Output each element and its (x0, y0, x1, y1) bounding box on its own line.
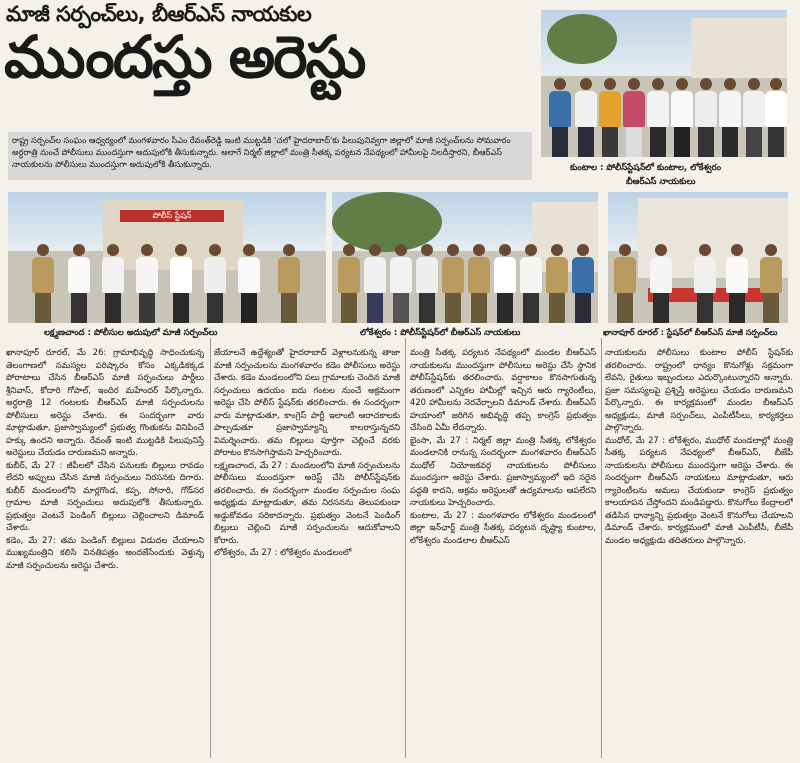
article-column-4 (605, 346, 793, 760)
article-paragraph: లోకేశ్వరం, మే 27 : లోకేశ్వరం మండలంలో (214, 547, 352, 557)
photo-lakshmanchanda (8, 192, 326, 323)
person-figure (572, 244, 594, 323)
photo-kuntala (541, 10, 787, 157)
person-figure (390, 244, 412, 323)
person-figure (614, 244, 636, 323)
headline: ముందస్తు అరెస్టు (4, 23, 365, 91)
tree (332, 192, 442, 252)
article-paragraph: ముధోల్, మే 27 : లోకేశ్వరం, ముధోల్ మండలాల్లో మంత్రి సీతక్క పర్యటన నేపథ్యంలో బీఆర్‌ఎస్, బీజేపీ నాయకులను పోలీసులు ముందస్తుగా అరెస్టు చేశారు. ఈ సందర్భంగా బీఆర్‌ఎస్ నాయకులు మాట్లాడుతూ, ఆరు గ్యారెంటీలను అమలు చేయకుండా కాంగ్రెస్ ప్రభుత్వం కాలయాపన చేస్తోందని మండిపడ్డారు. కొనుగోలు కేంద్రాలలో తడిసిన ధాన్యాన్ని ప్రభుత్వం వెంటనే కొనుగోలు చేయాలని డిమాండ్ చేశారు. కార్యక్రమంలో మాజీ ఎంపీటీసీ, బీజేపీ మండల అధ్యక్షుడు తదితరులు పాల్గొన్నారు. (605, 434, 793, 545)
article-paragraph: కుబీర్, మే 27 : జీపీలలో చేసిన పనులకు బిల్లులు రావడం లేదని అప్పులు చేసిన మాజీ సర్పంచులు నిరసనకు దిగారు. కుబీర్ మండలంలోని మార్లగొండ, కప్ప, సోనారి, గోడ్‌సర గ్రామాల మాజీ సర్పంచులు అదుపులోకి తీసుకున్నారు. ప్రభుత్వం వెంటనే పెండింగ్ బిల్లులు చెల్లించాలని డిమాండ్ చేశారు. (6, 459, 204, 532)
article-column-2 (214, 346, 400, 760)
person-figure (623, 78, 645, 157)
person-figure (338, 244, 360, 323)
person-figure (765, 78, 787, 157)
person-figure (442, 244, 464, 323)
person-figure (520, 244, 542, 323)
person-figure (726, 244, 748, 323)
person-figure (468, 244, 490, 323)
person-figure (671, 78, 693, 157)
person-figure (549, 78, 571, 157)
column-divider (601, 338, 602, 758)
tree (547, 14, 617, 64)
column-divider (405, 338, 406, 758)
photo-caption: బీఆర్‌ఎస్ నాయకులు (626, 177, 696, 187)
article-paragraph: భైంసా, మే 27 : నిర్మల్ జిల్లా మంత్రి సీతక్క లోకేశ్వరం మండలానికి రానున్న సందర్భంగా మంగళవారం బీఆర్‌ఎస్ ముధోల్ నియోజకవర్గ నాయకులను పోలీసులు ముందస్తుగా అరెస్టు చేశారు. ప్రజాస్వామ్యంలో ఇది సరైన పద్ధతి కాదని, అక్రమ అరెస్టులతో ఉద్యమాలను ఆపలేరని నాయకులు హెచ్చరించారు. (410, 434, 596, 507)
photo-caption: కుంటాల : పోలీస్‌స్టేషన్‌లో కుంటాల, లోకేశ్వరం (570, 163, 722, 173)
person-figure (743, 78, 765, 157)
photo-caption: లక్ష్మణచాంద : పోలీసుల అదుపులో మాజీ సర్పంచ్‌లు (44, 328, 218, 338)
person-figure (204, 244, 226, 323)
column-divider (210, 338, 211, 758)
person-figure (170, 244, 192, 323)
photo-khanapur (608, 192, 788, 323)
person-figure (695, 78, 717, 157)
person-figure (546, 244, 568, 323)
person-figure (278, 244, 300, 323)
person-figure (719, 78, 741, 157)
person-figure (575, 78, 597, 157)
person-figure (694, 244, 716, 323)
person-figure (760, 244, 782, 323)
person-figure (364, 244, 386, 323)
article-paragraph: లక్ష్మణచాంద, మే 27 : మండలంలోని మాజీ సర్పంచులను పోలీసులు ముందస్తుగా అరెస్ట్ చేసి పోలీస్‌స్టేషన్‌కు తరలించారు. ఈ సందర్భంగా మండల సర్పంచుల సంఘ అధ్యక్షుడు మాట్లాడుతూ, తమ నిరసనను తెలుపకుండా అడ్డుకోవడం సరికాదన్నారు. ప్రభుత్వం వెంటనే పెండింగ్ బిల్లులు చెల్లించి మాజీ సర్పంచులను ఆదుకోవాలని కోరారు. (214, 459, 400, 545)
person-figure (416, 244, 438, 323)
article-paragraph: కడెం, మే 27: తమ పెండింగ్ బిల్లులు విడుదల చేయాలని ముఖ్యమంత్రిని కలిసి వినతిపత్రం అందజేసేందుకు వెళ్తున్న మాజీ సర్పంచులను అరెస్టు చేశారు. (6, 534, 204, 570)
article-column-3 (410, 346, 596, 760)
article-paragraph: జేయాలనే ఉద్దేశ్యంతో హైదరాబాద్ వెళ్లాలనుకున్న తాజా మాజీ సర్పంచులను మంగళవారం కడెం పోలీసులు అరెస్టు చేశారు. కడెం మండలంలోని పలు గ్రామాలకు చెందిన మాజీ సర్పంచులు ఉదయం ఐదు గంటల నుంచే అక్రమంగా అరెస్టు చేసి పోలీస్ స్టేషన్‌కు తరలించారు. ఈ సందర్భంగా వారు మాట్లాడుతూ, కాంగ్రెస్ పార్టీ ఇలాంటి ఆరాచకాలకు పాల్పడుతూ ప్రజాస్వామ్యాన్ని కాలరాస్తున్నదని విమర్శించారు. తమ బిల్లులు పూర్తిగా చెల్లించే వరకు పోరాటం కొనసాగిస్తామని హెచ్చరించారు. (214, 347, 400, 457)
article-paragraph: మంత్రి సీతక్క పర్యటన నేపథ్యంలో మండల బీఆర్‌ఎస్ నాయకులను ముందస్తుగా పోలీసులు అరెస్టు చేసి స్థానిక పోలీస్‌స్టేషన్‌కు తరలించారు. వర్షాకాలం కొనసాగుతున్న తరుణంలో ఎన్నికల హామీల్లో ఇచ్చిన ఆరు గ్యారెంటీలు, 420 హామీలను నెరవేర్చాలని డిమాండ్ చేశారు. బీఆర్‌ఎస్ హయాంలో జరిగిన అభివృద్ధి తప్ప కాంగ్రెస్ ప్రభుత్వం చేసింది ఏమీ లేదన్నారు. (410, 347, 596, 432)
person-figure (599, 78, 621, 157)
lead-paragraph: రాష్ట్ర సర్పంచ్‌ల సంఘం ఆధ్వర్యంలో మంగళవారం సీఎం రేవంత్‌రెడ్డి ఇంటి ముట్టడికి 'చలో హైదరాబాద్‌'కు పిలుపునివ్వగా జిల్లాలో మాజీ సర్పంచ్‌లను సోమవారం అర్ధరాత్రి నుంచే పోలీసులు ముందస్తుగా అదుపులోకి తీసుకున్నారు. అలాగే నిర్మల్ జిల్లాలో మంత్రి సీతక్క పర్యటన నేపథ్యంలో హామీలపై నిలదీస్తారని, బీఆర్‌ఎస్ నాయకులను పోలీసులు ముందస్తుగా అదుపులోకి తీసుకున్నారు. (8, 132, 532, 180)
person-figure (494, 244, 516, 323)
building-wall (691, 18, 787, 78)
person-figure (238, 244, 260, 323)
article-column-1 (6, 346, 204, 760)
person-figure (136, 244, 158, 323)
photo-caption: లోకేశ్వరం : పోలీస్‌స్టేషన్‌లో బీఆర్‌ఎస్ నాయకులు (360, 328, 521, 338)
person-figure (68, 244, 90, 323)
kicker: మాజీ సర్పంచ్‌లు, బీఆర్‌ఎస్ నాయకుల (6, 2, 312, 26)
photo-caption: ఖానాపూర్ రూరల్ : స్టేషన్‌లో బీఆర్‌ఎస్ మాజీ సర్పంచ్‌లు (603, 328, 778, 337)
person-figure (102, 244, 124, 323)
police-station-sign: పోలీస్ స్టేషన్ (120, 210, 224, 222)
photo-lokeshwaram (332, 192, 598, 323)
person-figure (650, 244, 672, 323)
article-paragraph: కుంటాల, మే 27 : మంగళవారం లోకేశ్వరం మండలంలో జిల్లా ఇన్‌ఛార్జ్ మంత్రి సీతక్క పర్యటన దృష్ట్యా కుంటాల, లోకేశ్వరం మండలాల బీఆర్‌ఎస్ (410, 509, 596, 545)
person-figure (647, 78, 669, 157)
article-paragraph: నాయకులను పోలీసులు కుంటాల పోలీస్ స్టేషన్‌కు తరలించారు. రాష్ట్రంలో ధాన్యం కొనుగోళ్లు సక్రమంగా లేవని, రైతులు ఇబ్బందులు ఎదుర్కొంటున్నారని అన్నారు. ప్రజా సమస్యలపై ప్రశ్నిస్తే అరెస్టులు చేయడం దారుణమని పేర్కొన్నారు. ఈ కార్యక్రమంలో మండల బీఆర్‌ఎస్ అధ్యక్షుడు, మాజీ సర్పంచ్‌లు, ఎంపీటీసీలు, కార్యకర్తలు పాల్గొన్నారు. (605, 347, 793, 432)
article-paragraph: ఖానాపూర్ రూరల్, మే 26: గ్రామాభివృద్ధి సాధించుకున్న తెలంగాణలో సమస్యల పరిష్కారం కోసం ఎక్కడికక్కడ పోరాటాలు చేసిన బీఆర్‌ఎస్ మాజీ సర్పంచులు పార్టీలు శ్రీనివాస్, కోదారి గోపాల్, ఇందిర మహేందర్ పేర్కొన్నారు. అర్ధరాత్రి 12 గంటలకు బీఆర్‌ఎస్ మాజీ సర్పంచులను పోలీసులు అరెస్టు చేశారు. ఈ సందర్భంగా వారు మాట్లాడుతూ, ప్రజాస్వామ్యంలో ప్రభుత్వ గొంతుకను వినిపించే హక్కు ఉందని అన్నారు. రేవంత్ ఇంటి ముట్టడికి పిలుపునిస్తే అరెస్టులు చేయడం దారుణమని అన్నారు. (6, 347, 204, 457)
person-figure (32, 244, 54, 323)
